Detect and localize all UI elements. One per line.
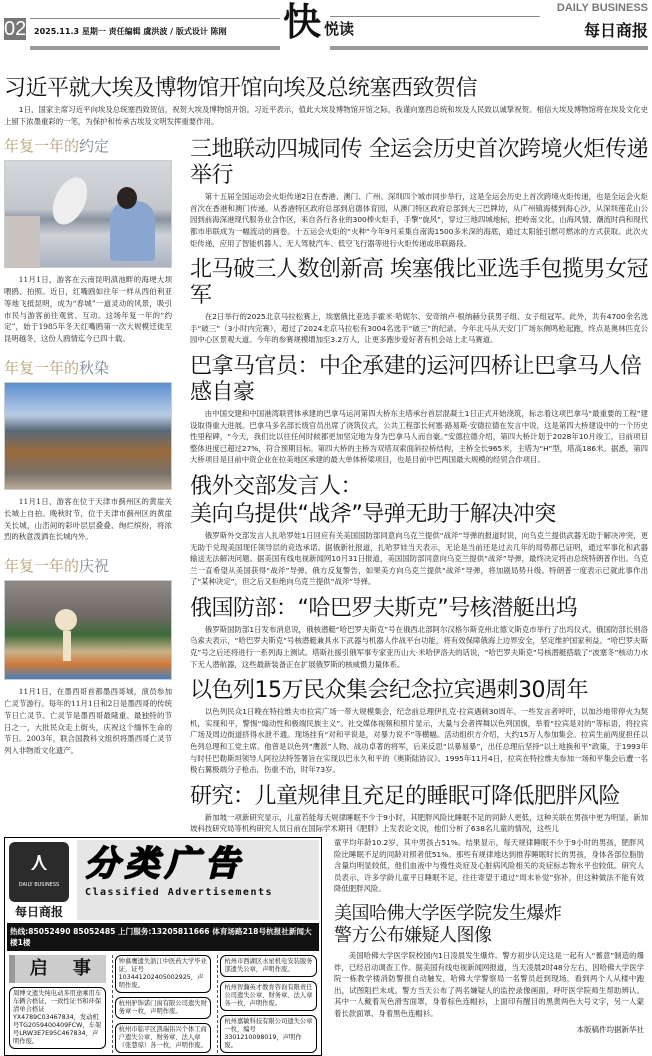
article xyxy=(190,257,648,346)
issue-meta: 2025.11.3 星期一 责任编辑 虞洪波 / 版式设计 陈刚 xyxy=(34,27,227,36)
classified-ads-block xyxy=(4,837,322,1056)
article-headline: 俄外交部发言人： xyxy=(190,473,363,499)
daily-business-logo xyxy=(7,840,71,920)
ad-column xyxy=(217,955,319,1053)
logo-brand-cn: 每日商报 xyxy=(14,905,63,919)
photo-story-title: 年复一年的约定 xyxy=(4,137,110,156)
ad-item: 杭州驴饰诺门窗有限公司遗失财务章一枚，声明作废。 xyxy=(115,997,212,1019)
sidebar xyxy=(4,137,172,835)
photo-caption: 11月1日，在墨西哥首都墨西哥城，演员参加亡灵节游行。每年的11月1日和2日是墨西哥的传统节日亡灵节。亡灵节是墨西哥最隆重、最独特的节日之一，大批民众走上街头，庆祝这个缅怀生命的节日。2003年，联合国教科文组织将墨西哥亡灵节列入非物质文化遗产。 xyxy=(4,687,172,756)
article-headline: 以色列15万民众集会纪念拉宾遇刺30周年 xyxy=(190,678,588,704)
article-body: 第十五届全国运动会火炬传递2日在香港、澳门、广州、深圳四个城市同步举行，这是全运会历史上首次跨境火炬传递，也是全运会火炬首次在香港和澳门传递。从香港特区政府总部到启德体育园，从澳门特区政府总部到大三巴牌坊，从广州镇海楼到海心沙，从深圳莲花山公园到前海深港现代服务业合作区，来自各行各业的300棒火炬手，手擎“旋风”，穿过三地四城地标，把岭南文化、山海风情、潮流时尚和现代都市串联成为一幅流动的画卷。十五运会火炬的“火种”今年9月采集自南海1500多米深的海底，通过太阳能引燃可燃冰的方式获取。此次火炬传递，应用了智能机器人、无人驾驶汽车、低空飞行器等进行火炬传递或串联路段。 xyxy=(190,192,648,248)
bottom-section xyxy=(4,837,648,1056)
classified-columns xyxy=(7,955,319,1053)
header-rule xyxy=(30,46,280,50)
article xyxy=(334,903,644,1020)
article xyxy=(190,354,648,466)
ad-item: 杭州嘉敏科技有限公司遗失公章一枚，编号3301210098019，声明作废。 xyxy=(220,1015,317,1053)
photo-story-title: 年复一年的秋染 xyxy=(4,358,110,377)
header-rule xyxy=(330,46,648,50)
photo-story-2 xyxy=(4,359,172,543)
article-headline: 巴拿马官员：中企承建的运河四桥让巴拿马人倍感自豪 xyxy=(190,353,642,405)
classified-title: 分类广告 xyxy=(85,844,245,884)
page-content xyxy=(4,76,648,1056)
section-name: 悦读 xyxy=(324,20,355,38)
classified-header xyxy=(7,840,319,920)
section-logo: 快 xyxy=(283,0,322,44)
logo-brand-en: DAILY BUSINESS xyxy=(18,882,60,888)
columns xyxy=(4,137,648,835)
ad-item: 杭州智瀚英才教育咨询有限责任公司遗失公章、财务章、法人章各一枚，声明作废。 xyxy=(220,981,317,1011)
article xyxy=(190,784,648,835)
article-headline: 俄国防部：“哈巴罗夫斯克”号核潜艇出坞 xyxy=(190,595,578,621)
article-body: 由中国交建和中国港湾联营体承建的巴拿马运河第四大桥东主塔承台首层混凝土1日正式开始浇筑，标志着这项巴拿马“最重要的工程”建设取得重大进展。巴拿马多名部长级官员出席了浇筑仪式，公共工程部长何塞·路易斯·安德拉德在发言中说，这是第四大桥建设中的一个历史性里程碑，“今天，我们比以往任何时候都更加坚定地为身为巴拿马人而自豪。”安德拉德介绍，第四大桥计划于2028年10月竣工，目前项目整体进度已超过27%，符合预期目标。第四大桥的主桥为双塔双索面斜拉桥结构，主桥全长965米，主塔为“H”型，塔高186米。据悉，第四大桥项目是目前中资企业在拉美地区承建的最大单体桥梁项目，也是目前中巴两国最大规模的经贸合作项目。 xyxy=(190,408,648,465)
article-body: 俄罗斯国防部1日发布消息说，俄核潜艇“哈巴罗夫斯克”号在俄西北部阿尔汉格尔斯克州北德文斯克市举行了出坞仪式。俄国防部长别洛乌索夫表示，“哈巴罗夫斯克”号核潜艇兼具水下武器与机器人作战平台功能，将有效保障俄海上边界安全，坚定维护国家利益。“哈巴罗夫斯克”号之后还将进行一系列海上测试。塔斯社援引俄军事专家亚历山大·米哈伊洛夫的话说，“哈巴罗夫斯克”号核潜艇搭载了“波塞冬”核动力水下无人潜航器，这些最新装备正在扩展俄罗斯的核威慑力量体系。 xyxy=(190,624,648,669)
ad-item: 周博文遗失纯电动多用途乘用车车辆合格证，一致性证书和环保清单合格证YX4789C03467834，发动机号TG2059400409FCW，车架号LRW3E7E95C467834，声明作废。 xyxy=(9,987,106,1049)
article xyxy=(190,137,648,249)
article-body: 新加坡一项新研究显示，儿童若能每天规律睡眠不少于9小时，其肥胖风险比睡眠不足的同龄人更低，这种关联在男孩中更为明显。新加坡科技研究局等机构研究人员日前在国际学术期刊《肥胖》上发表论文说，他们分析了638名儿童的情况，这些儿 xyxy=(190,812,648,834)
photo-caption: 11月1日，游客在云南昆明滇池畔的海埂大坝喂鸥、拍照。近日，红嘴鸥如往年一样从西伯利亚等地飞抵昆明，成为“春城”一道灵动的风景，吸引市民与游客前往观赏、互动。这场年复一年的“约定”，始于1985年冬天红嘴鸥第一次大规模迁徙至昆明越冬，这份人鸥情迄今已四十载。 xyxy=(4,275,172,344)
lead-body: 1日，国家主席习近平向埃及总统塞西致贺信，祝贺大埃及博物馆开馆。习近平表示，值此大埃及博物馆开馆之际，我谨向塞西总统和埃及人民致以诚挚祝贺。相信大埃及博物馆将在埃及文化史上留下浓墨重彩的一笔，为保护和传承古埃及文明发挥重要作用。 xyxy=(4,105,648,126)
photo-story-3 xyxy=(4,557,172,757)
article-body: 俄罗斯外交部发言人扎哈罗娃1日回应有关美国国防部同意向乌克兰提供“战斧”导弹的报道时说，向乌克兰提供武器无助于解决冲突，更无助于兑现美国现任领导层的竞选承诺。据俄新社报道，扎哈罗娃当天表示，无论是当前还是过去几年的局势都已证明，通过军事化和武器输送无法解决问题。据美国有线电视新闻网10月31日报道，美国国防部同意向乌克兰提供“战斧”导弹，最终决定将由总统特朗普作出。乌克兰一直希望从美国获得“战斧”导弹。俄方反复警告，如果美方向乌克兰提供“战斧”导弹，将加剧局势升级。特朗普一度表示已就此事作出了“某种决定”，但之后又拒绝向乌克兰提供“战斧”导弹。 xyxy=(190,530,648,587)
logo-mark xyxy=(9,842,69,902)
photo-story-title: 年复一年的庆祝 xyxy=(4,557,110,576)
article-headline: 北马破三人数创新高 埃塞俄比亚选手包揽男女冠军 xyxy=(190,257,648,309)
article-body-continued: 童平均年龄10.2岁，其中男孩占51%。结果显示，每天规律睡眠不少于9小时的男孩，肥胖风险比睡眠不足的同龄对照者低51%。那些有规律地达到推荐睡眠时长的男孩，身体各部位脂肪含量均明显较低，他们血液中与慢性炎症及心脏病风险相关的炎症标志物水平也较低。研究人员表示，许多学龄儿童平日睡眠不足，往往寄望于通过“周末补觉”弥补，但这种做法不能有效降低肥胖风险。 xyxy=(334,838,644,894)
notice-label: 启 事 xyxy=(9,955,106,983)
article-body: 以色列民众1日晚在特拉维夫市拉宾广场一带大规模集会，纪念前总理伊扎克·拉宾遇刺30周年。一些发言者呼吁，以加沙地带停火为契机，实现和平，警惕“煽动性和极端民族主义”。社交媒体视频和照片显示，大量与会者挥舞以色列国旗，举着“拉宾是对的”等标语，将拉宾广场及周边街道挤得水泄不通。现场挂有“对和平说是，对暴力说不”等横幅。活动组织方介绍，大约15万人参加集会。拉宾生前两度担任以色列总理和工党主席。他曾是以色列“鹰派”人物、战功卓著的将军，后来反思“以暴易暴”，出任总理后坚持“以土地换和平”政策，于1993年与时任巴勒斯坦领导人阿拉法特签署旨在实现以巴永久和平的《奥斯陆协议》。1995年11月4日，拉宾在特拉维夫参加一场和平集会后遭一名极右翼极端分子枪击，伤重不治，时年73岁。 xyxy=(190,707,648,775)
ad-item: 杭州市西湖区水星机电安装服务部遗失公章，声明作废。 xyxy=(220,955,317,977)
credit-line: 本版稿件均据新华社 xyxy=(576,1024,644,1034)
logo-glyph-icon: ⋏ xyxy=(29,847,49,877)
page-number: 02 xyxy=(4,18,27,40)
article-headline: 研究：儿童规律且充足的睡眠可降低肥胖风险 xyxy=(190,783,621,809)
article-headline: 三地联动四城同传 全运会历史首次跨境火炬传递举行 xyxy=(190,137,648,189)
article-headline-line2: 美向乌提供“战斧”导弹无助于解决冲突 xyxy=(190,501,556,527)
bottom-news-column xyxy=(334,837,644,1035)
great-wall-photo xyxy=(4,382,172,490)
article-body: 在2日举行的2025北京马拉松赛上，埃塞俄比亚选手霍米·哈妮尔、安奇纳卢·根纳赫分获男子组、女子组冠军。此外，共有4700余名选手“破三”（3小时内完赛），超过了2024北京马拉松有3004名选手“破三”的纪录。今年北马从天安门广场东侧鸣枪起跑，终点是奥林匹克公园中心区景观大道。今年的参赛规模增加至3.2万人，让更多跑步爱好者有机会站上北马赛道。 xyxy=(190,312,648,345)
lead-article xyxy=(4,76,648,127)
article xyxy=(190,678,648,776)
brand-cn: 每日商报 xyxy=(583,21,648,40)
article-headline-line2: 警方公布嫌疑人图像 xyxy=(334,924,492,946)
classified-hotline: 热线:85052490 85052485 上门服务:13205811666 体育场路218号杭报社新闻大楼1楼 xyxy=(7,923,319,951)
lead-headline: 习近平就大埃及博物馆开馆向埃及总统塞西致贺信 xyxy=(4,76,478,101)
brand-en: DAILY BUSINESS xyxy=(556,2,648,14)
header-rule xyxy=(330,16,540,17)
ad-column xyxy=(112,955,214,1053)
article xyxy=(190,596,648,670)
seagull-photo xyxy=(4,160,172,268)
photo-caption: 11月1日，游客在位于天津市蓟州区的黄崖关长城上自拍。晚秋时节，位于天津市蓟州区的黄崖关长城，山峦间的彩叶层层叠叠、绚烂缤纷，将浓烈的秋意泼洒在长城内外。 xyxy=(4,496,172,542)
day-of-dead-parade-photo xyxy=(4,580,172,680)
header-rule xyxy=(30,18,280,19)
ad-item: 杭州市临平区凯瑞伟兴个体工商户遗失公章、财务章、法人章（张慧琼）各一枚，声明作废。 xyxy=(115,1023,212,1053)
ad-column xyxy=(7,955,108,1053)
article-body: 美国哈佛大学医学院校园内1日凌晨发生爆炸。警方初步认定这是一起有人“蓄意”制造的爆炸，已经启动调查工作。据美国有线电视新闻网报道，当天凌晨2时48分左右，因哈佛大学医学院一栋教学楼消防警报自动触发，哈佛大学警察局一名警员赶到现场，看到两个人从楼中跑出，试图阻拦未成。警方当天公布了两名嫌疑人的监控录像画面，呼吁医学院师生帮助辨认。其中一人戴着灰色滑雪面罩，身着棕色连帽衫，上面印有醒目的黑黄两色大号文字，另一人蒙着长款面罩、身着黑色连帽衫。 xyxy=(334,950,644,1018)
photo-story-1 xyxy=(4,137,172,345)
ad-item: 钟慕鹰遗失浙江中医药大学毕业证，证号103441202405002925，声明作废。 xyxy=(115,955,212,993)
classified-subtitle: Classified Advertisements xyxy=(85,887,274,898)
article xyxy=(190,474,648,588)
news-column xyxy=(190,137,648,835)
classified-banner xyxy=(77,840,319,920)
article-headline: 美国哈佛大学医学院发生爆炸 xyxy=(334,902,562,924)
